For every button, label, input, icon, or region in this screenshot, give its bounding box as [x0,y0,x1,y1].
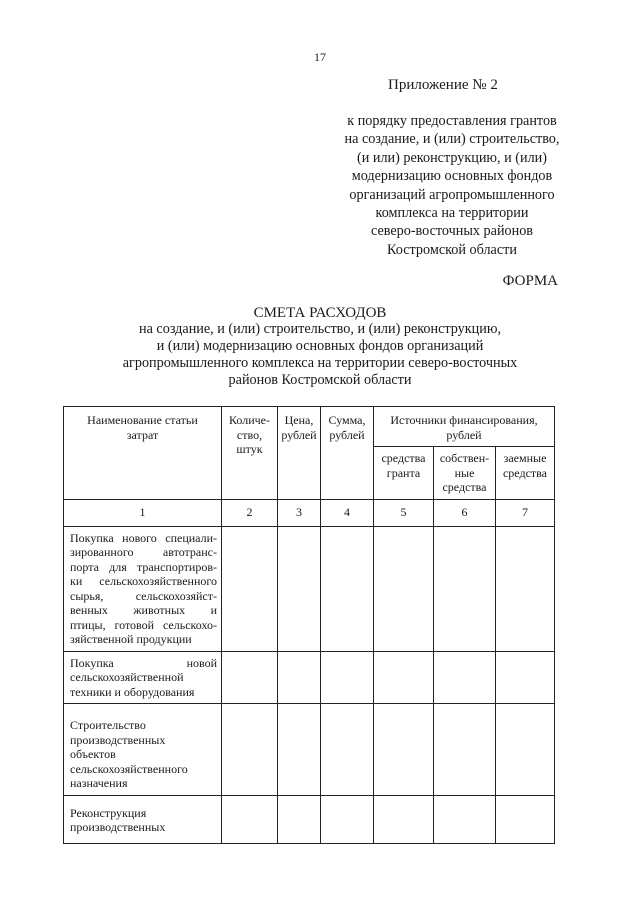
appendix-subtitle-line: (и или) реконструкцию, и (или) [357,149,547,166]
table-cell [496,526,555,651]
header-funding-sources: Источники финансирования, рублей [374,407,555,447]
appendix-subtitle [322,112,582,259]
row-label-line: объектов [70,747,116,761]
document-subtitle-line: агропромышленного комплекса на территории северо-восточных [122,355,518,371]
table-cell [434,526,496,651]
table-cell [321,795,374,843]
row-label-line: техники и оборудования [70,684,195,699]
header-quantity: Количе-ство, штук [222,407,278,500]
table-cell [278,526,321,651]
table-cell [374,651,434,704]
table-cell [374,526,434,651]
table-cell [222,651,278,704]
form-label: ФОРМА [502,273,558,289]
column-number: 6 [434,499,496,526]
table-cell [374,795,434,843]
table-row [64,651,555,704]
row-label-construction [64,704,222,796]
table-row [64,795,555,843]
column-number: 4 [321,499,374,526]
estimate-table [63,406,555,844]
column-number: 2 [222,499,278,526]
header-price: Цена, рублей [278,407,321,500]
table-cell [434,795,496,843]
row-label-line: ки сельскохозяйственного [70,574,217,588]
table-cell [278,704,321,796]
row-label-line: венных животных и [70,603,217,617]
row-label-line: Строительство [70,718,146,732]
row-label-line: зяйственной продукции [70,632,192,646]
table-cell [496,795,555,843]
appendix-subtitle-line: Костромской области [387,241,517,258]
row-label-line: птицы, готовой сельскохо- [70,617,217,632]
row-label-line: сырья, сельскохозяйст- [70,588,217,603]
table-cell [434,704,496,796]
table-cell [222,526,278,651]
appendix-subtitle-line: модернизацию основных фондов [351,168,553,185]
row-label-line: порта для транспортиров- [70,559,217,574]
appendix-subtitle-line: к порядку предоставления грантов [347,113,557,129]
page-number: 17 [314,50,326,64]
column-number: 1 [64,499,222,526]
row-label-line: производственных [70,732,166,747]
row-label-line: Покупка нового специали- [70,530,217,545]
appendix-subtitle-line: комплекса на территории [375,205,529,222]
table-cell [496,651,555,704]
row-label-line: назначения [70,776,128,790]
row-label-new-vehicles [64,526,222,651]
table-cell [374,704,434,796]
appendix-title: Приложение № 2 [388,77,498,93]
row-label-line: производственных [70,820,166,834]
table-cell [321,651,374,704]
table-cell [434,651,496,704]
row-label-line: Покупка новой [70,655,217,670]
header-grant-funds: средства гранта [374,447,434,500]
document-subtitle [80,321,560,389]
document-title: СМЕТА РАСХОДОВ [253,305,387,321]
document-subtitle-line: на создание, и (или) строительство, и (или) реконструкцию, [139,321,501,337]
header-own-funds: собствен-ные средства [434,447,496,500]
column-number: 3 [278,499,321,526]
column-number: 7 [496,499,555,526]
header-sum: Сумма, рублей [321,407,374,500]
column-number-row [64,499,555,526]
row-label-line: Реконструкция [70,805,147,820]
table-row [64,526,555,651]
row-label-line: сельскохозяйственного [70,761,188,776]
table-header-row [64,407,555,447]
table-cell [222,795,278,843]
appendix-subtitle-line: на создание, и (или) строительство, [344,131,560,148]
row-label-line: сельскохозяйственной [70,670,184,684]
table-cell [278,795,321,843]
table-cell [496,704,555,796]
table-cell [321,704,374,796]
appendix-subtitle-line: северо-восточных районов [370,223,534,240]
row-label-new-machinery [64,651,222,704]
document-subtitle-line: районов Костромской области [228,372,412,388]
row-label-reconstruction [64,795,222,843]
row-label-line: зированного автотранс- [70,545,217,559]
table-row [64,704,555,796]
appendix-subtitle-line: организаций агропромышленного [349,186,555,203]
column-number: 5 [374,499,434,526]
table-cell [321,526,374,651]
table-cell [278,651,321,704]
header-borrowed-funds: заемные средства [496,447,555,500]
header-item-name: Наименование статьи затрат [64,407,222,500]
table-cell [222,704,278,796]
document-subtitle-line: и (или) модернизацию основных фондов организаций [156,338,484,354]
